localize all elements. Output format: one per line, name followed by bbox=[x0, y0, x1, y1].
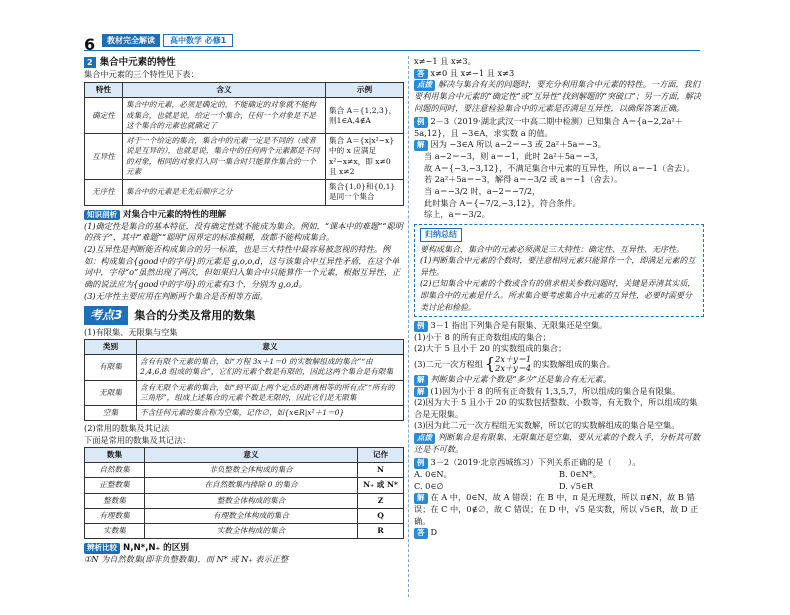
table-cell: Q bbox=[358, 508, 404, 523]
table-cell: 有理数集 bbox=[85, 508, 145, 523]
table-row bbox=[85, 134, 404, 180]
table-header: 意义 bbox=[145, 447, 358, 462]
left-column bbox=[84, 56, 404, 566]
section-title: 集合中元素的特性 bbox=[99, 57, 176, 68]
solution-line: 当 a＝−3/2 时，a−2＝−7/2， bbox=[424, 186, 541, 197]
option-c: C. 0∈∅ bbox=[414, 480, 444, 491]
equation: 2x＋y＝1 bbox=[495, 354, 532, 365]
section-number: 2 bbox=[84, 57, 96, 68]
table-cell: 含有有限个元素的集合，如“方程 3x＋1＝0 的实数解组成的集合”“由 2,4,6,8 组成的集合”，它们的元素个数是有限的，因此这两个集合是有限集 bbox=[137, 355, 404, 381]
subheading: (2)常用的数集及其记法 bbox=[84, 423, 170, 434]
table-cell: 实数全体构成的集合 bbox=[145, 524, 358, 539]
right-column bbox=[414, 56, 704, 539]
page-number: 6 bbox=[84, 35, 96, 54]
equation-system bbox=[485, 355, 531, 374]
table-cell: 整数全体构成的集合 bbox=[145, 493, 358, 508]
table-cell: 有限集 bbox=[85, 355, 137, 381]
question-line: (2)大于 5 且小于 20 的实数组成的集合； bbox=[414, 343, 567, 354]
table-row bbox=[85, 508, 404, 523]
table-cell: 不含任何元素的集合称为空集，记作∅，如{x∈R|x²＋1＝0} bbox=[137, 406, 404, 421]
table-cell: 集合{1,0}和{0,1}是同一个集合 bbox=[326, 180, 404, 206]
table-header: 意义 bbox=[137, 339, 404, 354]
solution-line: 此时集合 A＝{−7/2,−3,12}，符合条件。 bbox=[424, 197, 581, 208]
answer-label: 答 bbox=[414, 69, 428, 80]
paragraph: (2)互异性是判断能否构成集合的另一标准，也是三大特性中最容易被忽视的特性。例如：构成集合{good中的字母}的元素是 g,o,o,d，这与该集合中互异性矛盾，在这个单词中，字母“o”虽然出现了两次，但如果归入集合中只能算作一个元素，根据互异性，正确的说法应为{good中的字母}的元素有3个，分别为 g,o,d。 bbox=[84, 244, 401, 290]
topic-title: 集合的分类及常用的数集 bbox=[134, 309, 256, 323]
option-d: D. √5∈R bbox=[559, 480, 594, 491]
solution-label: 解 bbox=[414, 140, 428, 151]
brace-icon: { bbox=[484, 354, 496, 374]
table-cell: 在自然数集内排除 0 的集合 bbox=[145, 478, 358, 493]
table-row bbox=[85, 463, 404, 478]
running-header bbox=[102, 34, 233, 47]
table-cell: 无序性 bbox=[85, 180, 123, 206]
table-cell: 正整数集 bbox=[85, 478, 145, 493]
topic-badge: 考点3 bbox=[84, 306, 128, 325]
tip-tag: 点拨 bbox=[414, 80, 435, 91]
options-row bbox=[414, 469, 704, 481]
option-a: A. 0∈N。 bbox=[414, 469, 452, 480]
table-cell: 非负整数全体构成的集合 bbox=[145, 463, 358, 478]
table-header: 数集 bbox=[85, 447, 145, 462]
solution-line: 故 A＝{−3,−3,12}，不满足集合中元素的互异性，所以 a＝−1（舍去）。 bbox=[424, 162, 695, 173]
answer-text: D bbox=[430, 527, 438, 538]
solution-line: 综上，a＝−3/2。 bbox=[424, 209, 490, 220]
example-title: 3－1 指出下列集合是有限集、无限集还是空集。 bbox=[430, 320, 608, 331]
answer-label: 答 bbox=[414, 528, 428, 539]
table-cell: 有理数全体构成的集合 bbox=[145, 508, 358, 523]
knowledge-tag: 知识剖析 bbox=[84, 210, 120, 221]
equation: 2x＋y＝4 bbox=[495, 363, 532, 374]
table-cell: 空集 bbox=[85, 406, 137, 421]
comparison-tag: 辨析比较 bbox=[84, 543, 120, 554]
table-cell: 集合中的元素是无先后顺序之分 bbox=[123, 180, 326, 206]
section-heading bbox=[84, 56, 404, 69]
question-line: (1)小于 8 的所有正奇数组成的集合； bbox=[414, 331, 551, 342]
knowledge-title: 对集合中元素的特性的理解 bbox=[123, 209, 227, 220]
table-cell: R bbox=[358, 524, 404, 539]
table-cell: 含有无限个元素的集合，如“到平面上两个定点的距离相等的所有点”“所有的三角形”，组成上述集合的元素个数是无限的，因此它们是无限集 bbox=[137, 380, 404, 406]
table-header: 示例 bbox=[326, 83, 404, 98]
solution-line: (2)因为大于 5 且小于 20 的实数包括整数、小数等，有无数个，所以组成的集合是无限集。 bbox=[414, 397, 698, 419]
solution-line: 若 2a²＋5a＝−3，解得 a＝−3/2 或 a＝−1（舍去）。 bbox=[424, 174, 623, 185]
table-header: 类别 bbox=[85, 339, 137, 354]
section-intro: 集合中元素的三个特性见下表： bbox=[84, 69, 199, 80]
solution-line: 因为 −3∈A 所以 a−2＝−3 或 2a²＋5a＝−3。 bbox=[430, 139, 606, 150]
solution-line: 在 A 中，0∈N，故 A 错误；在 B 中，π 是无理数，所以 π∉N，故 B 错误；在 C 中，0∉∅，故 C 错误；在 D 中，√5 是实数，所以 √5∈R，故 D 正确。 bbox=[414, 492, 699, 526]
tip-text: 解决与集合有关的问题时，要充分利用集合中元素的特性。一方面，我们要利用集合中元素的“确定性”或“互异性”找到解题的“突破口”；另一方面，解决问题的同时，要注意检验集合中的元素是否满足互异性，以确保答案正确。 bbox=[414, 79, 702, 113]
solution-label: 解 bbox=[414, 387, 428, 398]
table-cell: N₊ 或 N* bbox=[358, 478, 404, 493]
paragraph: (1)确定性是集合的基本特征，没有确定性就不能成为集合。例如，“课本中的难题”“聪明的孩子”，其中“难题”“聪明”因界定的标准模糊，故都不能构成集合。 bbox=[84, 220, 403, 243]
paragraph: (3)无序性主要应用在判断两个集合是否相等方面。 bbox=[84, 290, 268, 301]
table-cell: 集合中的元素，必须是确定的，不能确定的对象就不能构成集合，也就是说，给定一个集合，任何一个对象是不是这个集合的元素也就确定了 bbox=[123, 98, 326, 134]
paragraph: ①N 为自然数集(即非负整数集)，而 N* 或 N₊ 表示正整 bbox=[84, 554, 289, 565]
header-tag: 教材完全解读 bbox=[102, 34, 160, 47]
number-sets-table bbox=[84, 447, 404, 540]
table-cell: 整数集 bbox=[85, 493, 145, 508]
example-label: 例 bbox=[414, 458, 428, 469]
tip-tag: 点拨 bbox=[414, 433, 435, 444]
summary-tag: 归纳总结 bbox=[420, 228, 462, 242]
subheading-intro: 下面是常用的数集及其记法： bbox=[84, 435, 191, 446]
example-label: 例 bbox=[414, 117, 428, 128]
solution-line: 当 a−2＝−3，则 a＝−1，此时 2a²＋5a＝−3， bbox=[424, 151, 604, 162]
tip-text: 判断集合是有限集、无限集还是空集，要从元素的个数入手，分析其可数还是不可数。 bbox=[414, 432, 701, 454]
table-cell: 集合 A＝{x|x²−x}中的 x 应满足 x²−x≠x，即 x≠0 且 x≠2 bbox=[326, 134, 404, 180]
solution-line: x≠−1 且 x≠3。 bbox=[414, 56, 476, 66]
table-cell: 确定性 bbox=[85, 98, 123, 134]
comparison-note bbox=[84, 542, 404, 566]
question-text: 的实数解组成的集合。 bbox=[533, 358, 616, 369]
set-types-table bbox=[84, 339, 404, 422]
header-subject: 高中数学 必修1 bbox=[163, 34, 233, 47]
column-divider bbox=[408, 56, 409, 597]
table-cell: 实数集 bbox=[85, 524, 145, 539]
option-b: B. 0∈N*。 bbox=[559, 469, 601, 480]
header-rule bbox=[84, 50, 700, 51]
table-row bbox=[85, 478, 404, 493]
table-row bbox=[85, 524, 404, 539]
table-header: 记作 bbox=[358, 447, 404, 462]
table-header: 特性 bbox=[85, 83, 123, 98]
summary-paragraph: 要构成集合，集合中的元素必须满足三大特性：确定性、互异性、无序性。 bbox=[420, 244, 684, 254]
table-row bbox=[85, 98, 404, 134]
solution-line: (1)因为小于 8 的所有正奇数有 1,3,5,7，所以组成的集合是有限集。 bbox=[430, 385, 681, 396]
table-row bbox=[85, 406, 404, 421]
question-line bbox=[414, 355, 704, 374]
summary-paragraph: (1)判断集合中元素的个数时，要注意相同元素只能算作一个，即满足元素的互异性。 bbox=[420, 256, 696, 277]
solution-label: 解 bbox=[414, 493, 428, 504]
topic-heading bbox=[84, 306, 404, 325]
answer-text: x≠0 且 x≠−1 且 x≠3 bbox=[430, 67, 515, 78]
table-cell: 对于一个给定的集合，集合中的元素一定是不同的（或者说是互异的），也就是说，集合中的任何两个元素都是不同的对象，相同的对象归入同一集合时只能算作集合的一个元素 bbox=[123, 134, 326, 180]
solution-line: 判断集合中元素个数是“多少”还是集合有无元素。 bbox=[430, 373, 611, 384]
table-header: 含义 bbox=[123, 83, 326, 98]
table-cell: 集合 A＝{1,2,3}，则1∈A,4∉A bbox=[326, 98, 404, 134]
solution-line: (3)因为此二元一次方程组无实数解，所以它的实数解组成的集合是空集。 bbox=[414, 420, 680, 431]
comparison-title: N,N*,N₊ 的区别 bbox=[123, 543, 189, 554]
subheading: (1)有限集、无限集与空集 bbox=[84, 327, 178, 338]
example-title: 2－3（2019·湖北武汉一中高二期中检测）已知集合 A＝{a−2,2a²＋5a,12}，且 −3∈A，求实数 a 的值。 bbox=[414, 116, 683, 138]
table-row bbox=[85, 180, 404, 206]
table-cell: 自然数集 bbox=[85, 463, 145, 478]
example-label: 例 bbox=[414, 321, 428, 332]
table-cell: 无限集 bbox=[85, 380, 137, 406]
table-row bbox=[85, 493, 404, 508]
example-title: 3－2（2019·北京西城练习）下列关系正确的是（ ）。 bbox=[430, 457, 641, 468]
solution-label: 解 bbox=[414, 375, 428, 386]
table-row bbox=[85, 355, 404, 381]
table-cell: 互异性 bbox=[85, 134, 123, 180]
table-cell: N bbox=[358, 463, 404, 478]
knowledge-analysis bbox=[84, 209, 404, 303]
summary-paragraph: (2)已知集合中元素的个数或含有的值求相关参数问题时，关键是弄清其实质，即集合中的元素是什么。所求集合要考虑集合中元素的互异性，必要时需要分类讨论和检验。 bbox=[420, 279, 696, 312]
table-row bbox=[85, 380, 404, 406]
question-text: (3)二元一次方程组 bbox=[414, 358, 483, 369]
properties-table bbox=[84, 82, 404, 206]
summary-box bbox=[414, 224, 704, 317]
table-cell: Z bbox=[358, 493, 404, 508]
options-row bbox=[414, 481, 704, 493]
